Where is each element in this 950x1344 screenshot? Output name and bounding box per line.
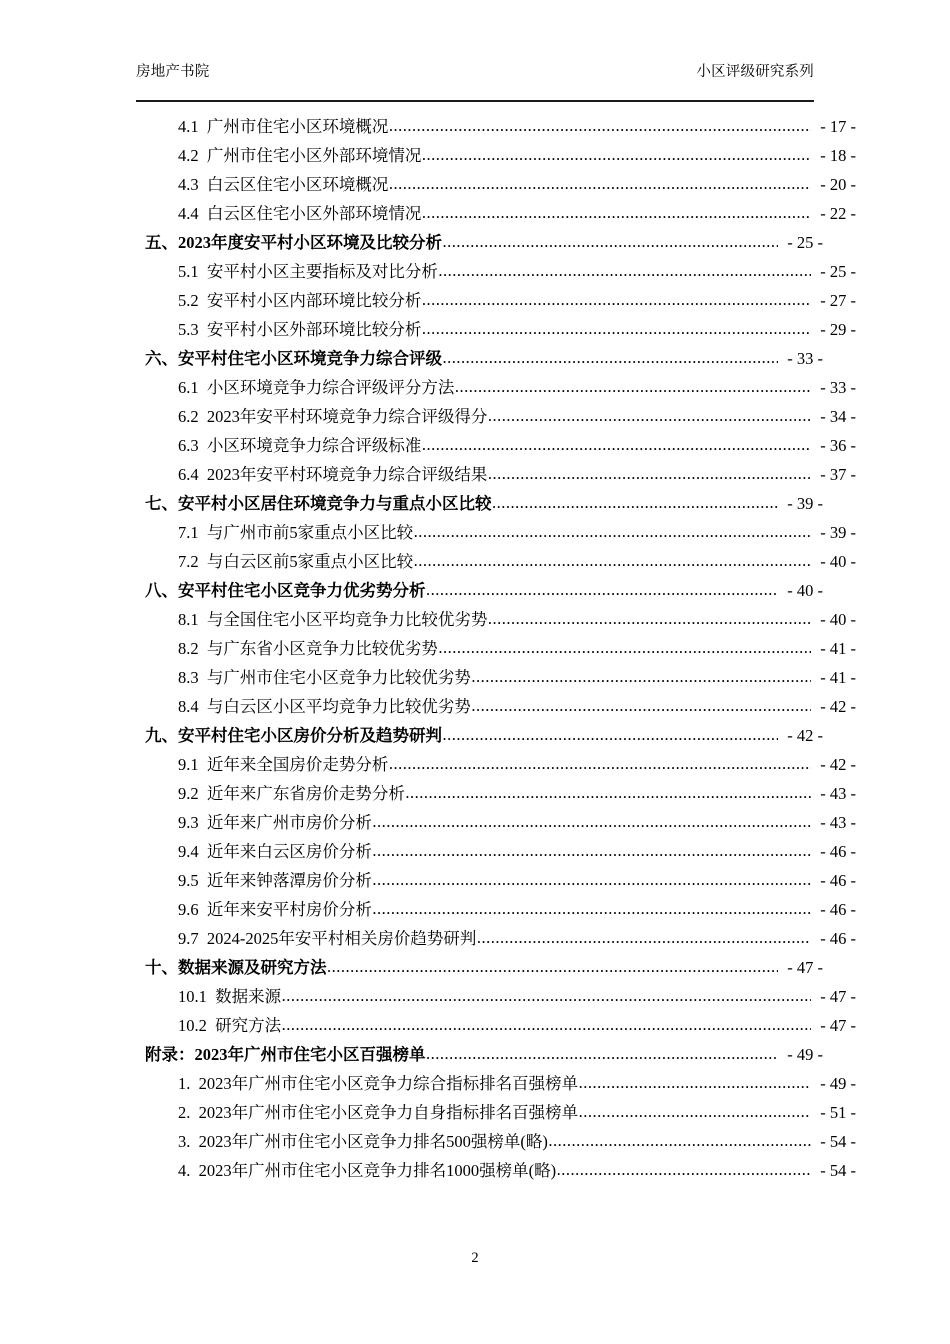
toc-entry-number: 4.3 bbox=[178, 175, 207, 194]
toc-entry[interactable] bbox=[136, 634, 856, 663]
toc-entry-page: - 40 - bbox=[787, 581, 823, 600]
toc-dot-leader bbox=[422, 315, 811, 343]
table-of-contents bbox=[136, 112, 856, 1185]
toc-entry-number: 6.2 bbox=[178, 407, 207, 426]
toc-entry[interactable] bbox=[136, 866, 856, 895]
toc-entry[interactable] bbox=[136, 112, 856, 141]
toc-entry-title: 小区环境竞争力综合评级评分方法 bbox=[206, 378, 455, 397]
toc-entry-page: - 33 - bbox=[787, 349, 823, 368]
toc-entry-number: 九、 bbox=[145, 726, 178, 745]
toc-entry-number: 6.3 bbox=[178, 436, 207, 455]
toc-entry-title: 白云区住宅小区外部环境情况 bbox=[206, 204, 422, 223]
header-right-text: 小区评级研究系列 bbox=[696, 64, 814, 80]
toc-entry-title: 2023年广州市住宅小区竞争力综合指标排名百强榜单 bbox=[198, 1074, 579, 1093]
toc-entry-title: 研究方法 bbox=[215, 1016, 282, 1035]
header-left-text: 房地产书院 bbox=[136, 64, 210, 80]
toc-entry[interactable] bbox=[136, 924, 856, 953]
toc-entry[interactable] bbox=[136, 344, 823, 373]
toc-entry-title: 安平村小区外部环境比较分析 bbox=[206, 320, 422, 339]
toc-entry[interactable] bbox=[136, 750, 856, 779]
toc-entry-page: - 39 - bbox=[787, 494, 823, 513]
toc-dot-leader bbox=[455, 373, 811, 401]
footer-page-number: 2 bbox=[471, 1250, 479, 1266]
toc-entry-page: - 17 - bbox=[820, 117, 856, 136]
toc-entry-title: 2023年安平村环境竞争力综合评级结果 bbox=[206, 465, 488, 484]
toc-entry[interactable] bbox=[136, 982, 856, 1011]
toc-entry-number: 八、 bbox=[145, 581, 178, 600]
toc-entry-number: 6.4 bbox=[178, 465, 207, 484]
toc-dot-leader bbox=[557, 1156, 811, 1184]
toc-entry-title: 近年来安平村房价分析 bbox=[206, 900, 372, 919]
toc-entry-title: 与广州市前5家重点小区比较 bbox=[206, 523, 414, 542]
toc-entry[interactable] bbox=[136, 286, 856, 315]
toc-dot-leader bbox=[372, 866, 810, 894]
toc-entry-title: 与全国住宅小区平均竞争力比较优劣势 bbox=[206, 610, 488, 629]
toc-entry-number: 1. bbox=[178, 1074, 199, 1093]
toc-entry-page: - 41 - bbox=[820, 639, 856, 658]
toc-entry-title: 数据来源 bbox=[215, 987, 282, 1006]
toc-entry[interactable] bbox=[136, 257, 856, 286]
toc-entry-title: 与白云区前5家重点小区比较 bbox=[206, 552, 414, 571]
toc-dot-leader bbox=[471, 692, 810, 720]
toc-entry-page: - 36 - bbox=[820, 436, 856, 455]
toc-entry-page: - 47 - bbox=[820, 987, 856, 1006]
toc-entry[interactable] bbox=[136, 199, 856, 228]
toc-entry-number: 7.1 bbox=[178, 523, 207, 542]
toc-entry-title: 近年来全国房价走势分析 bbox=[206, 755, 389, 774]
toc-entry-number: 4.4 bbox=[178, 204, 207, 223]
toc-entry-number: 8.1 bbox=[178, 610, 207, 629]
toc-entry-number: 4.1 bbox=[178, 117, 207, 136]
toc-entry-title: 与广州市住宅小区竞争力比较优劣势 bbox=[206, 668, 471, 687]
toc-entry-number: 9.5 bbox=[178, 871, 207, 890]
toc-entry-page: - 46 - bbox=[820, 842, 856, 861]
toc-entry-page: - 29 - bbox=[820, 320, 856, 339]
toc-entry-page: - 54 - bbox=[820, 1132, 856, 1151]
toc-entry[interactable] bbox=[136, 895, 856, 924]
toc-dot-leader bbox=[438, 634, 810, 662]
toc-entry-number: 9.7 bbox=[178, 929, 207, 948]
toc-entry-title: 2023年广州市住宅小区竞争力自身指标排名百强榜单 bbox=[198, 1103, 579, 1122]
toc-dot-leader bbox=[443, 228, 778, 256]
toc-entry-number: 9.1 bbox=[178, 755, 207, 774]
toc-entry-number: 8.4 bbox=[178, 697, 207, 716]
toc-entry-page: - 37 - bbox=[820, 465, 856, 484]
toc-entry-page: - 40 - bbox=[820, 610, 856, 629]
toc-entry-page: - 39 - bbox=[820, 523, 856, 542]
toc-entry[interactable] bbox=[136, 315, 856, 344]
toc-entry-number: 8.2 bbox=[178, 639, 207, 658]
toc-entry-number: 10.2 bbox=[178, 1016, 216, 1035]
toc-entry-page: - 51 - bbox=[820, 1103, 856, 1122]
toc-dot-leader bbox=[579, 1069, 811, 1097]
toc-entry[interactable] bbox=[136, 431, 856, 460]
toc-entry[interactable] bbox=[136, 663, 856, 692]
toc-entry[interactable] bbox=[136, 518, 856, 547]
toc-entry-page: - 54 - bbox=[820, 1161, 856, 1180]
toc-entry[interactable] bbox=[136, 779, 856, 808]
toc-dot-leader bbox=[389, 750, 811, 778]
toc-entry-title: 与白云区小区平均竞争力比较优劣势 bbox=[206, 697, 471, 716]
toc-entry-number: 十、 bbox=[145, 958, 178, 977]
toc-entry[interactable] bbox=[136, 808, 856, 837]
toc-entry-title: 安平村住宅小区房价分析及趋势研判 bbox=[178, 726, 442, 745]
toc-entry[interactable] bbox=[136, 837, 856, 866]
toc-entry-number: 3. bbox=[178, 1132, 199, 1151]
toc-entry[interactable] bbox=[136, 692, 856, 721]
toc-entry-title: 2023年广州市住宅小区百强榜单 bbox=[194, 1045, 426, 1064]
toc-entry-number: 7.2 bbox=[178, 552, 207, 571]
toc-dot-leader bbox=[405, 779, 810, 807]
toc-entry[interactable] bbox=[136, 228, 823, 257]
toc-entry[interactable] bbox=[136, 1098, 856, 1127]
toc-entry-page: - 46 - bbox=[820, 929, 856, 948]
toc-entry[interactable] bbox=[136, 547, 856, 576]
toc-entry[interactable] bbox=[136, 141, 856, 170]
toc-entry-title: 安平村小区居住环境竞争力与重点小区比较 bbox=[178, 494, 492, 513]
toc-entry-number: 5.1 bbox=[178, 262, 207, 281]
toc-entry-page: - 46 - bbox=[820, 900, 856, 919]
toc-entry-title: 安平村小区内部环境比较分析 bbox=[206, 291, 422, 310]
toc-entry-page: - 25 - bbox=[787, 233, 823, 252]
toc-entry-title: 广州市住宅小区外部环境情况 bbox=[206, 146, 422, 165]
toc-dot-leader bbox=[422, 199, 811, 227]
toc-entry-title: 数据来源及研究方法 bbox=[178, 958, 327, 977]
toc-entry-page: - 22 - bbox=[820, 204, 856, 223]
toc-entry-title: 安平村住宅小区环境竞争力综合评级 bbox=[178, 349, 442, 368]
toc-entry-number: 附录： bbox=[145, 1045, 195, 1064]
toc-dot-leader bbox=[422, 431, 811, 459]
toc-dot-leader bbox=[477, 924, 811, 952]
toc-entry-number: 9.6 bbox=[178, 900, 207, 919]
toc-entry[interactable] bbox=[136, 402, 856, 431]
toc-entry-page: - 43 - bbox=[820, 784, 856, 803]
toc-entry-page: - 25 - bbox=[820, 262, 856, 281]
toc-entry-number: 4.2 bbox=[178, 146, 207, 165]
toc-entry-title: 安平村小区主要指标及对比分析 bbox=[206, 262, 438, 281]
toc-entry-number: 4. bbox=[178, 1161, 199, 1180]
toc-entry-title: 2023年广州市住宅小区竞争力排名1000强榜单(略) bbox=[198, 1161, 557, 1180]
toc-dot-leader bbox=[422, 141, 811, 169]
toc-dot-leader bbox=[426, 1040, 778, 1068]
toc-entry-page: - 41 - bbox=[820, 668, 856, 687]
toc-entry[interactable] bbox=[136, 373, 856, 402]
toc-entry[interactable] bbox=[136, 1040, 823, 1069]
toc-entry-title: 近年来广东省房价走势分析 bbox=[206, 784, 405, 803]
toc-entry[interactable] bbox=[136, 1069, 856, 1098]
toc-entry-number: 9.4 bbox=[178, 842, 207, 861]
toc-entry[interactable] bbox=[136, 460, 856, 489]
toc-entry-page: - 42 - bbox=[787, 726, 823, 745]
toc-entry-number: 七、 bbox=[145, 494, 178, 513]
toc-entry-number: 9.3 bbox=[178, 813, 207, 832]
toc-dot-leader bbox=[548, 1127, 810, 1155]
toc-entry-page: - 42 - bbox=[820, 697, 856, 716]
toc-dot-leader bbox=[488, 605, 811, 633]
toc-dot-leader bbox=[372, 837, 810, 865]
toc-entry-page: - 47 - bbox=[787, 958, 823, 977]
toc-entry-title: 广州市住宅小区环境概况 bbox=[206, 117, 389, 136]
toc-entry-page: - 46 - bbox=[820, 871, 856, 890]
toc-entry-number: 6.1 bbox=[178, 378, 207, 397]
toc-entry-number: 8.3 bbox=[178, 668, 207, 687]
toc-dot-leader bbox=[282, 982, 811, 1010]
toc-entry-page: - 47 - bbox=[820, 1016, 856, 1035]
toc-dot-leader bbox=[443, 721, 778, 749]
toc-dot-leader bbox=[372, 808, 810, 836]
toc-dot-leader bbox=[438, 257, 810, 285]
toc-dot-leader bbox=[372, 895, 810, 923]
toc-entry-page: - 49 - bbox=[820, 1074, 856, 1093]
toc-entry[interactable] bbox=[136, 1127, 856, 1156]
toc-entry-title: 安平村住宅小区竞争力优劣势分析 bbox=[178, 581, 426, 600]
toc-entry-page: - 42 - bbox=[820, 755, 856, 774]
toc-entry-number: 5.3 bbox=[178, 320, 207, 339]
running-header bbox=[136, 62, 814, 102]
toc-entry-page: - 34 - bbox=[820, 407, 856, 426]
toc-dot-leader bbox=[414, 518, 811, 546]
toc-dot-leader bbox=[579, 1098, 811, 1126]
toc-dot-leader bbox=[471, 663, 810, 691]
toc-entry-number: 2. bbox=[178, 1103, 199, 1122]
toc-entry-page: - 33 - bbox=[820, 378, 856, 397]
toc-entry-title: 近年来白云区房价分析 bbox=[206, 842, 372, 861]
toc-entry-page: - 20 - bbox=[820, 175, 856, 194]
toc-dot-leader bbox=[422, 286, 811, 314]
toc-dot-leader bbox=[492, 489, 778, 517]
toc-entry-title: 近年来钟落潭房价分析 bbox=[206, 871, 372, 890]
toc-dot-leader bbox=[389, 112, 811, 140]
toc-entry-title: 近年来广州市房价分析 bbox=[206, 813, 372, 832]
toc-entry[interactable] bbox=[136, 1011, 856, 1040]
toc-entry-title: 与广东省小区竞争力比较优劣势 bbox=[206, 639, 438, 658]
toc-dot-leader bbox=[414, 547, 811, 575]
toc-entry[interactable] bbox=[136, 489, 823, 518]
toc-dot-leader bbox=[282, 1011, 811, 1039]
toc-entry-number: 五、 bbox=[145, 233, 178, 252]
toc-entry-title: 小区环境竞争力综合评级标准 bbox=[206, 436, 422, 455]
toc-entry-page: - 43 - bbox=[820, 813, 856, 832]
toc-dot-leader bbox=[443, 344, 778, 372]
toc-entry-number: 六、 bbox=[145, 349, 178, 368]
toc-entry-page: - 18 - bbox=[820, 146, 856, 165]
toc-dot-leader bbox=[488, 402, 811, 430]
toc-dot-leader bbox=[389, 170, 811, 198]
toc-entry-number: 5.2 bbox=[178, 291, 207, 310]
toc-entry-page: - 49 - bbox=[787, 1045, 823, 1064]
toc-dot-leader bbox=[327, 953, 778, 981]
toc-entry-number: 9.2 bbox=[178, 784, 207, 803]
toc-dot-leader bbox=[426, 576, 778, 604]
toc-entry-title: 2023年度安平村小区环境及比较分析 bbox=[178, 233, 442, 252]
toc-entry[interactable] bbox=[136, 721, 823, 750]
toc-entry[interactable] bbox=[136, 170, 856, 199]
toc-entry[interactable] bbox=[136, 605, 856, 634]
toc-entry[interactable] bbox=[136, 953, 823, 982]
toc-entry-title: 2023年广州市住宅小区竞争力排名500强榜单(略) bbox=[198, 1132, 548, 1151]
toc-entry-page: - 40 - bbox=[820, 552, 856, 571]
toc-entry-number: 10.1 bbox=[178, 987, 216, 1006]
toc-entry[interactable] bbox=[136, 576, 823, 605]
toc-entry[interactable] bbox=[136, 1156, 856, 1185]
toc-dot-leader bbox=[488, 460, 811, 488]
toc-entry-page: - 27 - bbox=[820, 291, 856, 310]
toc-entry-title: 白云区住宅小区环境概况 bbox=[206, 175, 389, 194]
toc-entry-title: 2023年安平村环境竞争力综合评级得分 bbox=[206, 407, 488, 426]
toc-entry-title: 2024-2025年安平村相关房价趋势研判 bbox=[206, 929, 477, 948]
